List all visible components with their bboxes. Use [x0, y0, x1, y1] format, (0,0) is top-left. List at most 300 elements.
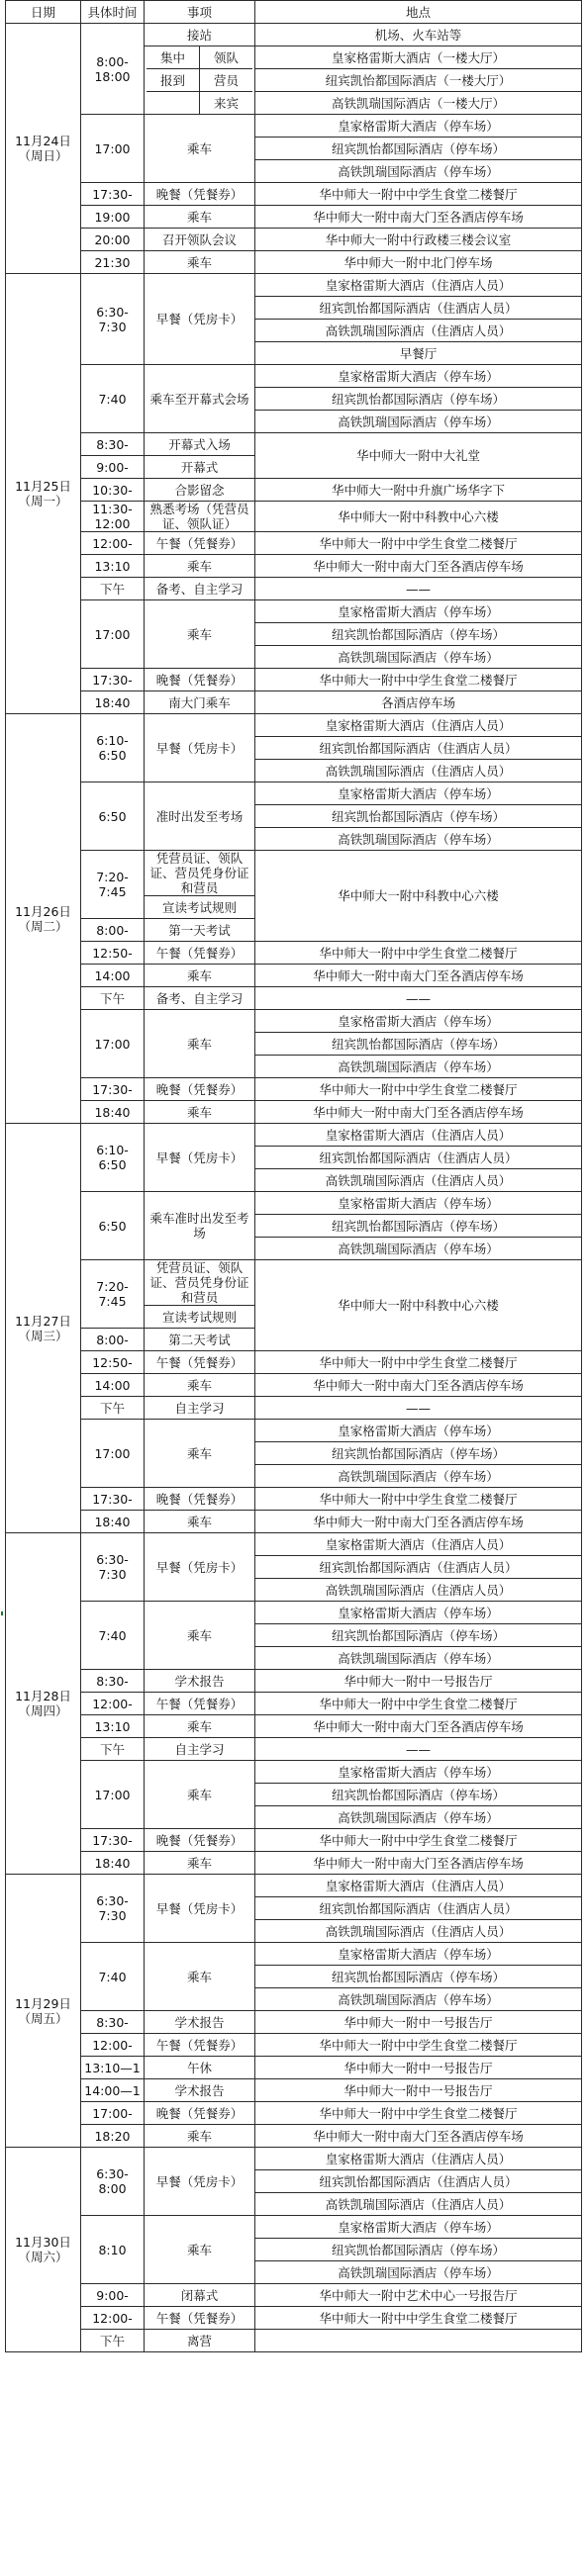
- place-cell: 皇家格雷斯大酒店（停车场）: [255, 115, 582, 138]
- time-cell: 14:00: [81, 1374, 145, 1397]
- place-cell: 高铁凯瑞国际酒店（停车场）: [255, 160, 582, 183]
- time-cell: 21:30: [81, 251, 145, 274]
- table-row: [6, 1852, 582, 1875]
- place-cell: 华中师大一附中科教中心六楼: [255, 851, 582, 942]
- time-cell: 6:30-7:30: [81, 1533, 145, 1602]
- time-cell: 下午: [81, 987, 145, 1010]
- place-cell: ——: [255, 1397, 582, 1420]
- place-cell: 华中师大一附中中学生食堂二楼餐厅: [255, 1693, 582, 1715]
- table-row: [6, 1761, 582, 1784]
- place-cell: 纽宾凯怡都国际酒店（停车场）: [255, 1624, 582, 1647]
- place-cell: 华中师大一附中南大门至各酒店停车场: [255, 555, 582, 578]
- time-cell: 17:30-: [81, 183, 145, 206]
- item-cell: 晚餐（凭餐券）: [145, 2102, 255, 2125]
- weekday-text: （周二）: [18, 918, 68, 934]
- item-cell: 备考、自主学习: [145, 578, 255, 600]
- place-cell: 华中师大一附中中学生食堂二楼餐厅: [255, 942, 582, 965]
- table-row: [6, 600, 582, 623]
- item-cell: 乘车: [145, 251, 255, 274]
- table-row: [6, 2284, 582, 2307]
- place-cell: 华中师大一附中一号报告厅: [255, 2079, 582, 2102]
- place-cell: 华中师大一附中行政楼三楼会议室: [255, 229, 582, 251]
- date-cell: [6, 2148, 81, 2352]
- time-cell: 17:30-: [81, 669, 145, 691]
- item-cell: 早餐（凭房卡）: [145, 2148, 255, 2216]
- place-cell: 高铁凯瑞国际酒店（停车场）: [255, 646, 582, 669]
- table-row: [6, 1829, 582, 1852]
- time-cell: 7:40: [81, 1943, 145, 2011]
- place-cell: 皇家格雷斯大酒店（住酒店人员）: [255, 1124, 582, 1147]
- table-row: [6, 1693, 582, 1715]
- place-cell: 纽宾凯怡都国际酒店（住酒店人员）: [255, 1897, 582, 1920]
- item-cell: 宣读考试规则: [145, 1306, 255, 1329]
- table-row: [6, 1943, 582, 1966]
- place-cell: 华中师大一附中中学生食堂二楼餐厅: [255, 532, 582, 555]
- date-text: 11月30日: [15, 2235, 71, 2250]
- table-row: [6, 1260, 582, 1306]
- place-cell: [255, 2330, 582, 2352]
- time-cell: 下午: [81, 1738, 145, 1761]
- place-cell: 华中师大一附中南大门至各酒店停车场: [255, 1715, 582, 1738]
- time-cell: 下午: [81, 1397, 145, 1420]
- item-cell: 晚餐（凭餐券）: [145, 1078, 255, 1101]
- place-cell: ——: [255, 987, 582, 1010]
- table-row: [6, 1078, 582, 1101]
- item-cell: 凭营员证、领队证、营员凭身份证和营员: [145, 1260, 255, 1306]
- place-cell: 华中师大一附中大礼堂: [255, 433, 582, 479]
- date-text: 11月24日: [15, 134, 71, 148]
- item-cell: 乘车: [145, 1943, 255, 2011]
- place-cell: 纽宾凯怡都国际酒店（停车场）: [255, 623, 582, 646]
- place-cell: 华中师大一附中南大门至各酒店停车场: [255, 1374, 582, 1397]
- item-cell: 乘车: [145, 2125, 255, 2148]
- place-cell: 高铁凯瑞国际酒店（停车场）: [255, 1806, 582, 1829]
- item-cell: 乘车: [145, 1511, 255, 1533]
- time-cell: 6:30-7:30: [81, 1875, 145, 1943]
- item-cell: 乘车: [145, 2216, 255, 2284]
- item-cell: 午餐（凭餐券）: [145, 1693, 255, 1715]
- time-cell: 6:10-6:50: [81, 714, 145, 782]
- weekday-text: （周五）: [18, 2010, 68, 2026]
- header-item: 事项: [145, 1, 255, 24]
- item-cell: 早餐（凭房卡）: [145, 714, 255, 782]
- item-cell: 早餐（凭房卡）: [145, 1533, 255, 1602]
- time-cell: 17:30-: [81, 1488, 145, 1511]
- place-cell: 华中师大一附中中学生食堂二楼餐厅: [255, 1488, 582, 1511]
- table-row: [6, 2011, 582, 2034]
- item-cell: 开幕式: [145, 456, 255, 479]
- place-cell: ——: [255, 1738, 582, 1761]
- item-cell: 凭营员证、领队证、营员凭身份证和营员: [145, 851, 255, 896]
- table-row: [6, 669, 582, 691]
- place-cell: 高铁凯瑞国际酒店（一楼大厅）: [255, 92, 582, 115]
- table-row: [6, 433, 582, 456]
- item-cell: 学术报告: [145, 2079, 255, 2102]
- item-cell: 自主学习: [145, 1397, 255, 1420]
- place-cell: 皇家格雷斯大酒店（停车场）: [255, 600, 582, 623]
- place-cell: 高铁凯瑞国际酒店（停车场）: [255, 1647, 582, 1670]
- item-cell: 晚餐（凭餐券）: [145, 1829, 255, 1852]
- place-cell: 皇家格雷斯大酒店（住酒店人员）: [255, 1875, 582, 1897]
- table-row: [6, 1397, 582, 1420]
- time-cell: 20:00: [81, 229, 145, 251]
- item-cell: 乘车: [145, 1852, 255, 1875]
- time-cell: 6:50: [81, 1192, 145, 1260]
- table-row: [6, 2102, 582, 2125]
- checkin-cell: 报到: [147, 69, 200, 92]
- time-cell: 13:10: [81, 1715, 145, 1738]
- checkin-subgrid: [145, 46, 255, 115]
- time-cell: 19:00: [81, 206, 145, 229]
- item-cell: 乘车: [145, 600, 255, 669]
- place-cell: 纽宾凯怡都国际酒店（停车场）: [255, 1215, 582, 1238]
- item-cell: 早餐（凭房卡）: [145, 1124, 255, 1192]
- item-cell: 闭幕式: [145, 2284, 255, 2307]
- checkin-cell: [147, 92, 200, 115]
- table-row: [6, 691, 582, 714]
- time-cell: 13:10—1: [81, 2057, 145, 2079]
- item-cell: 早餐（凭房卡）: [145, 1875, 255, 1943]
- table-row: [6, 2079, 582, 2102]
- table-row: [6, 2034, 582, 2057]
- date-cell: [6, 714, 81, 1124]
- place-cell: 皇家格雷斯大酒店（停车场）: [255, 1010, 582, 1033]
- table-row: [6, 555, 582, 578]
- time-cell: 18:20: [81, 2125, 145, 2148]
- place-cell: 纽宾凯怡都国际酒店（停车场）: [255, 138, 582, 160]
- item-cell: 南大门乘车: [145, 691, 255, 714]
- item-cell: 午餐（凭餐券）: [145, 2034, 255, 2057]
- place-cell: 机场、火车站等: [255, 24, 582, 46]
- table-row: [6, 206, 582, 229]
- place-cell: 高铁凯瑞国际酒店（停车场）: [255, 411, 582, 433]
- place-cell: 皇家格雷斯大酒店（停车场）: [255, 1602, 582, 1624]
- item-cell: 午餐（凭餐券）: [145, 2307, 255, 2330]
- place-cell: 华中师大一附中南大门至各酒店停车场: [255, 1511, 582, 1533]
- weekday-text: （周日）: [18, 148, 68, 163]
- place-cell: 纽宾凯怡都国际酒店（住酒店人员）: [255, 1556, 582, 1579]
- item-cell: 乘车至开幕式会场: [145, 365, 255, 433]
- place-cell: 高铁凯瑞国际酒店（停车场）: [255, 1056, 582, 1078]
- table-row: [6, 1511, 582, 1533]
- place-cell: 华中师大一附中中学生食堂二楼餐厅: [255, 1829, 582, 1852]
- item-cell: 早餐（凭房卡）: [145, 274, 255, 365]
- table-row: [6, 1738, 582, 1761]
- date-cell: [6, 1875, 81, 2148]
- table-row: [6, 2307, 582, 2330]
- table-row: [6, 2330, 582, 2352]
- schedule-table: [5, 0, 582, 2352]
- item-cell: 准时出发至考场: [145, 782, 255, 851]
- table-row: [6, 1488, 582, 1511]
- table-row: [6, 1351, 582, 1374]
- place-cell: 纽宾凯怡都国际酒店（一楼大厅）: [255, 69, 582, 92]
- place-cell: 皇家格雷斯大酒店（停车场）: [255, 1943, 582, 1966]
- item-cell: 晚餐（凭餐券）: [145, 183, 255, 206]
- date-text: 11月26日: [15, 903, 71, 919]
- schedule-body: [6, 24, 582, 2352]
- date-cell: [6, 24, 81, 274]
- item-cell: 乘车: [145, 1374, 255, 1397]
- time-cell: 7:20-7:45: [81, 851, 145, 919]
- time-cell: 8:00-: [81, 919, 145, 942]
- schedule-page: [5, 0, 582, 2352]
- date-cell: [6, 1124, 81, 1533]
- table-row: [6, 1875, 582, 1897]
- place-cell: 华中师大一附中科教中心六楼: [255, 1260, 582, 1351]
- time-cell: 17:00-: [81, 2102, 145, 2125]
- place-cell: 华中师大一附中中学生食堂二楼餐厅: [255, 183, 582, 206]
- place-cell: 华中师大一附中中学生食堂二楼餐厅: [255, 2307, 582, 2330]
- time-cell: 7:20-7:45: [81, 1260, 145, 1329]
- item-cell: 乘车: [145, 1420, 255, 1488]
- date-text: 11月29日: [15, 1995, 71, 2011]
- item-cell: 接站: [145, 24, 255, 46]
- time-cell: 8:10: [81, 2216, 145, 2284]
- time-cell: 17:30-: [81, 1078, 145, 1101]
- time-cell: 18:40: [81, 1852, 145, 1875]
- date-text: 11月25日: [15, 479, 71, 494]
- table-row: [6, 1533, 582, 1556]
- table-row: [6, 1602, 582, 1624]
- place-cell: 高铁凯瑞国际酒店（住酒店人员）: [255, 1169, 582, 1192]
- table-row: [6, 965, 582, 987]
- checkin-cell: 来宾: [200, 92, 253, 115]
- place-cell: 纽宾凯怡都国际酒店（停车场）: [255, 1966, 582, 1988]
- time-cell: 12:00-: [81, 2034, 145, 2057]
- place-cell: 纽宾凯怡都国际酒店（停车场）: [255, 805, 582, 828]
- time-cell: 10:30-: [81, 479, 145, 502]
- place-cell: 华中师大一附中升旗广场华字下: [255, 479, 582, 502]
- item-cell: 午餐（凭餐券）: [145, 532, 255, 555]
- table-row: [6, 1192, 582, 1215]
- time-cell: 18:40: [81, 1511, 145, 1533]
- item-cell: 晚餐（凭餐券）: [145, 669, 255, 691]
- place-cell: 早餐厅: [255, 342, 582, 365]
- place-cell: 华中师大一附中南大门至各酒店停车场: [255, 2125, 582, 2148]
- place-cell: 皇家格雷斯大酒店（停车场）: [255, 365, 582, 388]
- time-cell: 18:40: [81, 1101, 145, 1124]
- time-cell: 14:00—1: [81, 2079, 145, 2102]
- header-time: 具体时间: [81, 1, 145, 24]
- item-cell: 午餐（凭餐券）: [145, 1351, 255, 1374]
- place-cell: 华中师大一附中中学生食堂二楼餐厅: [255, 2034, 582, 2057]
- time-cell: 14:00: [81, 965, 145, 987]
- place-cell: 皇家格雷斯大酒店（住酒店人员）: [255, 274, 582, 297]
- table-row: [6, 1010, 582, 1033]
- time-cell: 7:40: [81, 365, 145, 433]
- place-cell: 高铁凯瑞国际酒店（住酒店人员）: [255, 320, 582, 342]
- time-cell: 17:00: [81, 600, 145, 669]
- checkin-cell: 营员: [200, 69, 253, 92]
- place-cell: 高铁凯瑞国际酒店（停车场）: [255, 1465, 582, 1488]
- item-cell: 乘车: [145, 1761, 255, 1829]
- place-cell: 华中师大一附中中学生食堂二楼餐厅: [255, 2102, 582, 2125]
- place-cell: 皇家格雷斯大酒店（停车场）: [255, 2216, 582, 2239]
- table-row: [6, 2125, 582, 2148]
- time-cell: 12:00-: [81, 532, 145, 555]
- place-cell: 华中师大一附中中学生食堂二楼餐厅: [255, 669, 582, 691]
- table-row: [6, 229, 582, 251]
- header-row: [6, 1, 582, 24]
- table-row: [6, 115, 582, 138]
- table-row: [6, 942, 582, 965]
- place-cell: 华中师大一附中科教中心六楼: [255, 502, 582, 532]
- item-cell: 乘车: [145, 115, 255, 183]
- item-cell: 宣读考试规则: [145, 896, 255, 919]
- weekday-text: （周一）: [18, 494, 68, 508]
- time-cell: 8:00-: [81, 1329, 145, 1351]
- margin-mark: [1, 1611, 3, 1615]
- table-row: [6, 2148, 582, 2170]
- time-cell: 6:30-8:00: [81, 2148, 145, 2216]
- table-row: [6, 782, 582, 805]
- time-cell: 17:00: [81, 1420, 145, 1488]
- place-cell: 纽宾凯怡都国际酒店（住酒店人员）: [255, 1147, 582, 1169]
- item-cell: 乘车: [145, 1101, 255, 1124]
- item-cell: 乘车: [145, 1715, 255, 1738]
- time-cell: 6:30-7:30: [81, 274, 145, 365]
- item-cell: 晚餐（凭餐券）: [145, 1488, 255, 1511]
- item-cell: 乘车: [145, 555, 255, 578]
- time-cell: 12:00-: [81, 1693, 145, 1715]
- time-cell: 6:10-6:50: [81, 1124, 145, 1192]
- place-cell: 华中师大一附中中学生食堂二楼餐厅: [255, 1078, 582, 1101]
- table-row: [6, 532, 582, 555]
- item-cell: 自主学习: [145, 1738, 255, 1761]
- time-cell: 18:40: [81, 691, 145, 714]
- table-row: [6, 987, 582, 1010]
- place-cell: 皇家格雷斯大酒店（住酒店人员）: [255, 714, 582, 737]
- item-cell: 学术报告: [145, 1670, 255, 1693]
- item-cell: 乘车: [145, 1602, 255, 1670]
- date-text: 11月27日: [15, 1313, 71, 1329]
- item-cell: 第一天考试: [145, 919, 255, 942]
- time-cell: 17:00: [81, 115, 145, 183]
- item-cell: 离营: [145, 2330, 255, 2352]
- item-cell: 备考、自主学习: [145, 987, 255, 1010]
- table-row: [6, 2216, 582, 2239]
- place-cell: 高铁凯瑞国际酒店（住酒店人员）: [255, 2193, 582, 2216]
- place-cell: ——: [255, 578, 582, 600]
- time-cell: 12:50-: [81, 942, 145, 965]
- item-cell: 乘车: [145, 1010, 255, 1078]
- place-cell: 纽宾凯怡都国际酒店（停车场）: [255, 388, 582, 411]
- table-row: [6, 1124, 582, 1147]
- table-row: [6, 1101, 582, 1124]
- place-cell: 华中师大一附中一号报告厅: [255, 2011, 582, 2034]
- place-cell: 皇家格雷斯大酒店（停车场）: [255, 1761, 582, 1784]
- place-cell: 皇家格雷斯大酒店（住酒店人员）: [255, 1533, 582, 1556]
- time-cell: 下午: [81, 578, 145, 600]
- place-cell: 高铁凯瑞国际酒店（住酒店人员）: [255, 1920, 582, 1943]
- item-cell: 乘车: [145, 965, 255, 987]
- table-row: [6, 2057, 582, 2079]
- place-cell: 纽宾凯怡都国际酒店（停车场）: [255, 1784, 582, 1806]
- item-cell: 学术报告: [145, 2011, 255, 2034]
- date-cell: [6, 1533, 81, 1875]
- weekday-text: （周四）: [18, 1703, 68, 1718]
- place-cell: 高铁凯瑞国际酒店（停车场）: [255, 828, 582, 851]
- item-cell: 午休: [145, 2057, 255, 2079]
- item-cell: 乘车准时出发至考场: [145, 1192, 255, 1260]
- time-cell: 8:30-: [81, 433, 145, 456]
- table-row: [6, 502, 582, 532]
- checkin-cell: 领队: [200, 46, 253, 69]
- place-cell: 华中师大一附中一号报告厅: [255, 1670, 582, 1693]
- place-cell: 纽宾凯怡都国际酒店（住酒店人员）: [255, 737, 582, 760]
- place-cell: 各酒店停车场: [255, 691, 582, 714]
- place-cell: 纽宾凯怡都国际酒店（住酒店人员）: [255, 297, 582, 320]
- place-cell: 华中师大一附中南大门至各酒店停车场: [255, 1101, 582, 1124]
- header-date: 日期: [6, 1, 81, 24]
- place-cell: 皇家格雷斯大酒店（停车场）: [255, 1420, 582, 1442]
- checkin-cell: 集中: [147, 46, 200, 69]
- table-row: [6, 851, 582, 896]
- place-cell: 华中师大一附中北门停车场: [255, 251, 582, 274]
- time-cell: 7:40: [81, 1602, 145, 1670]
- header-place: 地点: [255, 1, 582, 24]
- time-cell: 11:30-12:00: [81, 502, 145, 532]
- place-cell: 华中师大一附中南大门至各酒店停车场: [255, 206, 582, 229]
- time-cell: 12:50-: [81, 1351, 145, 1374]
- time-cell: 8:30-: [81, 2011, 145, 2034]
- place-cell: 高铁凯瑞国际酒店（住酒店人员）: [255, 760, 582, 782]
- time-cell: 12:00-: [81, 2307, 145, 2330]
- place-cell: 华中师大一附中艺术中心一号报告厅: [255, 2284, 582, 2307]
- item-cell: 召开领队会议: [145, 229, 255, 251]
- table-row: [6, 274, 582, 297]
- time-cell: 9:00-: [81, 456, 145, 479]
- place-cell: 皇家格雷斯大酒店（停车场）: [255, 782, 582, 805]
- item-cell: 第二天考试: [145, 1329, 255, 1351]
- place-cell: 华中师大一附中南大门至各酒店停车场: [255, 965, 582, 987]
- place-cell: 纽宾凯怡都国际酒店（住酒店人员）: [255, 2170, 582, 2193]
- place-cell: 高铁凯瑞国际酒店（住酒店人员）: [255, 1579, 582, 1602]
- time-cell: 6:50: [81, 782, 145, 851]
- place-cell: 高铁凯瑞国际酒店（停车场）: [255, 1988, 582, 2011]
- table-row: [6, 183, 582, 206]
- item-cell: 乘车: [145, 206, 255, 229]
- time-cell: 9:00-: [81, 2284, 145, 2307]
- place-cell: 华中师大一附中南大门至各酒店停车场: [255, 1852, 582, 1875]
- place-cell: 华中师大一附中中学生食堂二楼餐厅: [255, 1351, 582, 1374]
- item-cell: 熟悉考场（凭营员证、领队证）: [145, 502, 255, 532]
- place-cell: 纽宾凯怡都国际酒店（停车场）: [255, 1442, 582, 1465]
- checkin-grid: [147, 46, 252, 114]
- table-row: [6, 251, 582, 274]
- place-cell: 高铁凯瑞国际酒店（停车场）: [255, 1238, 582, 1260]
- date-text: 11月28日: [15, 1689, 71, 1703]
- time-cell: 17:30-: [81, 1829, 145, 1852]
- table-row: [6, 714, 582, 737]
- place-cell: 皇家格雷斯大酒店（停车场）: [255, 1192, 582, 1215]
- table-row: [6, 1715, 582, 1738]
- place-cell: 皇家格雷斯大酒店（住酒店人员）: [255, 2148, 582, 2170]
- table-row: [6, 24, 582, 46]
- date-cell: [6, 274, 81, 714]
- time-cell: 8:00-18:00: [81, 24, 145, 115]
- place-cell: 华中师大一附中一号报告厅: [255, 2057, 582, 2079]
- item-cell: 开幕式入场: [145, 433, 255, 456]
- place-cell: 皇家格雷斯大酒店（一楼大厅）: [255, 46, 582, 69]
- table-row: [6, 578, 582, 600]
- place-cell: 纽宾凯怡都国际酒店（停车场）: [255, 1033, 582, 1056]
- time-cell: 17:00: [81, 1010, 145, 1078]
- time-cell: 下午: [81, 2330, 145, 2352]
- time-cell: 13:10: [81, 555, 145, 578]
- table-row: [6, 1420, 582, 1442]
